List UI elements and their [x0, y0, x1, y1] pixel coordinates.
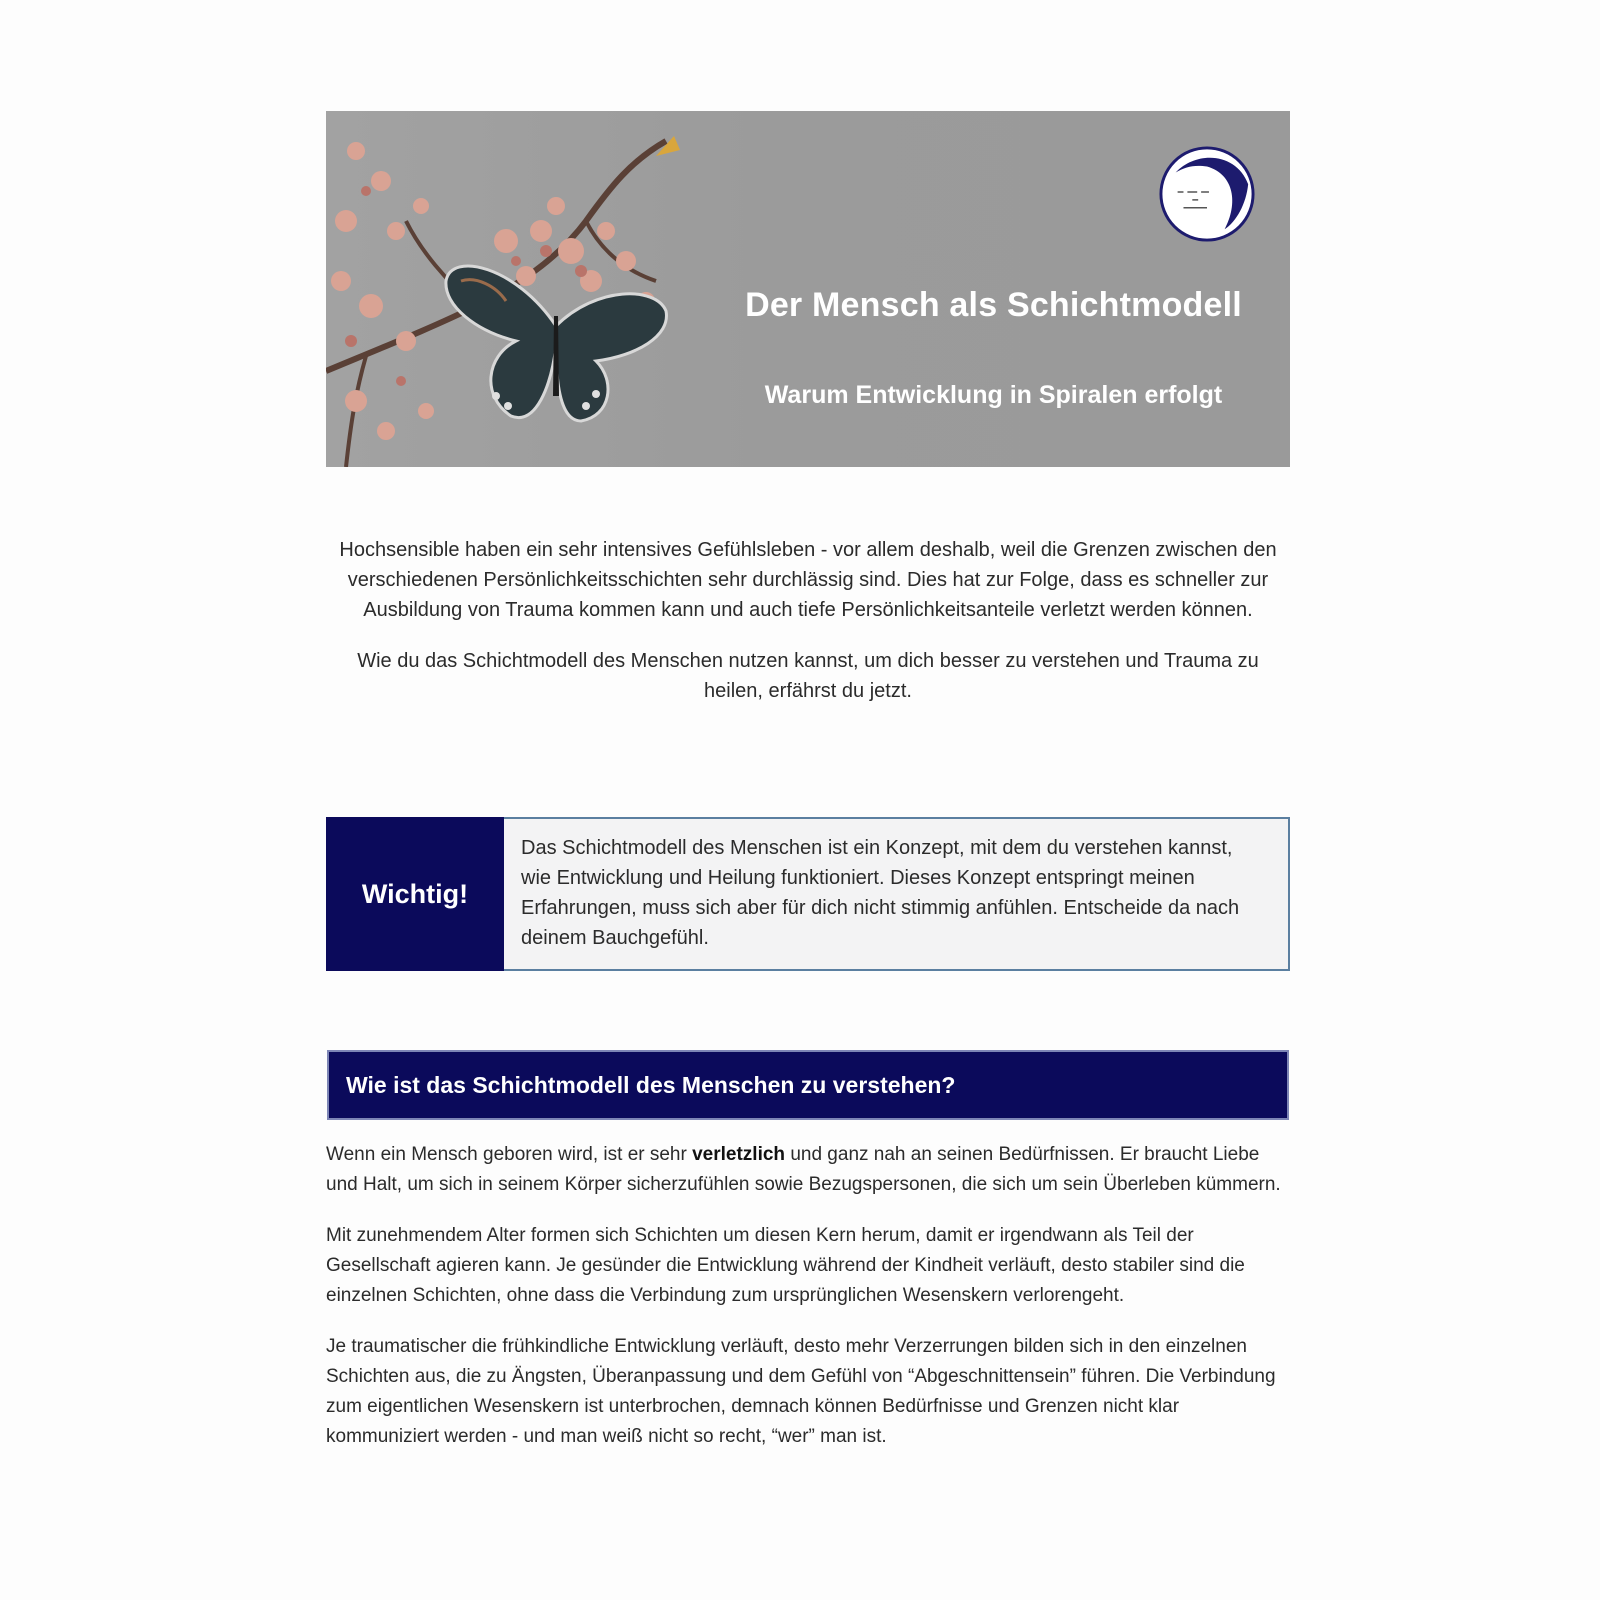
intro-paragraph: Hochsensible haben ein sehr intensives Gefühlsleben - vor allem deshalb, weil die Grenzen zwischen den verschiedenen Persönlichkeitsschichten sehr durchlässig sind. Dies hat zur Folge, dass es schneller zur Ausbildung von Trauma kommen kann und auch tiefe Persönlichkeitsanteile verletzt werden können.: [339, 539, 1277, 621]
callout-label: Wichtig!: [326, 817, 504, 971]
text-span: und ganz nah an seinen Bedürfnissen. Er braucht Liebe und Halt, um sich in seinem Körper sicherzufühlen sowie Bezugspersonen, die sich um sein Überleben kümmern.: [326, 1144, 1281, 1195]
banner-subtitle: Warum Entwicklung in Spiralen erfolgt: [764, 381, 1223, 409]
butterfly-blossom-image: [326, 111, 706, 467]
intro-paragraph: Wie du das Schichtmodell des Menschen nutzen kannst, um dich besser zu verstehen und Trauma zu heilen, erfährst du jetzt.: [357, 650, 1259, 702]
section-body: [326, 1140, 1294, 1473]
hero-banner: [326, 111, 1290, 467]
callout-text: Das Schichtmodell des Menschen ist ein Konzept, mit dem du verstehen kannst, wie Entwicklung und Heilung funktioniert. Dieses Konzept entspringt meinen Erfahrungen, muss sich aber für dich nicht stimmig anfühlen. Entscheide da nach deinem Bauchgefühl.: [504, 817, 1290, 971]
body-paragraph: Mit zunehmendem Alter formen sich Schichten um diesen Kern herum, damit er irgendwann als Teil der Gesellschaft agieren kann. Je gesünder die Entwicklung während der Kindheit verläuft, desto stabiler sind die einzelnen Schichten, ohne dass die Verbindung zum ursprünglichen Wesenskern verlorengeht.: [326, 1225, 1245, 1306]
intro-text: [326, 535, 1290, 727]
body-paragraph: Je traumatischer die frühkindliche Entwicklung verläuft, desto mehr Verzerrungen bilden sich in den einzelnen Schichten aus, die zu Ängsten, Überanpassung und dem Gefühl von “Abgeschnittensein” führen. Die Verbindung zum eigentlichen Wesenskern ist unterbrochen, demnach können Bedürfnisse und Grenzen nicht klar kommuniziert werden - und man weiß nicht so recht, “wer” man ist.: [326, 1336, 1276, 1447]
body-paragraph: [326, 1140, 1294, 1200]
section-heading: Wie ist das Schichtmodell des Menschen zu verstehen?: [327, 1050, 1289, 1120]
important-callout: [326, 817, 1290, 973]
text-span: Wenn ein Mensch geboren wird, ist er sehr: [326, 1144, 693, 1165]
circular-logo-icon: [1158, 145, 1256, 243]
banner-title: Der Mensch als Schichtmodell: [745, 286, 1242, 324]
emphasis-text: verletzlich: [692, 1144, 786, 1165]
